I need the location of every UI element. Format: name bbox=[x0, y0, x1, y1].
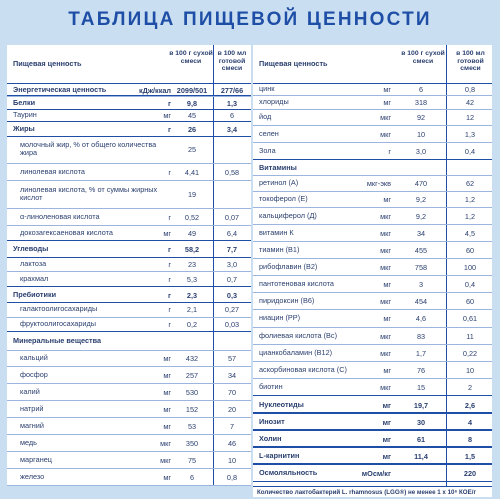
table-row bbox=[253, 109, 492, 126]
row-label: селен bbox=[259, 129, 279, 138]
row-value-ready: 60 bbox=[465, 246, 475, 255]
row-value-ready: 0,27 bbox=[224, 305, 240, 314]
row-value-ready: 8 bbox=[467, 435, 473, 444]
row-value-dry: 10 bbox=[416, 130, 426, 139]
table-row bbox=[7, 180, 251, 209]
table-row bbox=[7, 349, 251, 367]
row-unit: мг bbox=[383, 195, 391, 204]
row-unit: мг bbox=[163, 405, 171, 414]
row-value-dry: 318 bbox=[414, 98, 428, 107]
row-value-ready: 11 bbox=[466, 332, 474, 341]
row-value-ready: 4 bbox=[467, 418, 473, 427]
row-value-ready: 0,58 bbox=[224, 168, 240, 177]
row-value-ready: 57 bbox=[227, 354, 237, 363]
row-value-ready: 46 bbox=[227, 439, 237, 448]
header-dry: в 100 г сухой смеси bbox=[401, 50, 445, 65]
row-label: Витамины bbox=[259, 163, 297, 172]
table-header bbox=[7, 45, 251, 84]
row-value-dry: 26 bbox=[187, 125, 197, 134]
row-value-ready: 0,61 bbox=[462, 314, 478, 323]
row-unit: мкг bbox=[380, 383, 391, 392]
row-unit: г bbox=[167, 291, 171, 300]
row-label: Холин bbox=[259, 434, 282, 443]
table-row bbox=[253, 95, 492, 110]
row-unit: г bbox=[167, 99, 171, 108]
row-value-dry: 758 bbox=[414, 263, 428, 272]
table-row bbox=[253, 309, 492, 328]
row-value-dry: 1,7 bbox=[415, 349, 427, 358]
table-row bbox=[253, 125, 492, 143]
row-label: линолевая кислота bbox=[20, 167, 85, 176]
row-unit: г bbox=[168, 260, 171, 269]
row-value-dry: 0,52 bbox=[184, 213, 200, 222]
row-value-ready: 1,3 bbox=[226, 99, 238, 108]
table-row bbox=[253, 378, 492, 396]
row-value-dry: 53 bbox=[187, 422, 197, 431]
row-value-dry: 257 bbox=[185, 371, 199, 380]
row-value-dry: 9,2 bbox=[415, 195, 427, 204]
row-value-ready: 0,07 bbox=[224, 213, 240, 222]
row-unit: мг bbox=[163, 388, 171, 397]
row-value-ready: 0,8 bbox=[464, 85, 476, 94]
row-unit: мкг bbox=[380, 349, 391, 358]
row-unit: мг bbox=[163, 422, 171, 431]
header-name: Пищевая ценность bbox=[259, 59, 328, 68]
row-label: натрий bbox=[20, 404, 44, 413]
row-unit: мг bbox=[383, 85, 391, 94]
nutrition-table-left bbox=[7, 45, 251, 486]
row-value-dry: 6 bbox=[189, 473, 195, 482]
row-unit: мкг bbox=[380, 263, 391, 272]
row-label: Таурин bbox=[13, 110, 37, 119]
row-label: Нуклеотиды bbox=[259, 400, 304, 409]
row-unit: мкг bbox=[380, 246, 391, 255]
row-label: α-линоленовая кислота bbox=[20, 212, 100, 221]
row-value-dry: 23 bbox=[187, 260, 197, 269]
row-unit: мг bbox=[163, 229, 171, 238]
header-ready: в 100 мл готовой смеси bbox=[456, 50, 485, 73]
row-value-dry: 2,3 bbox=[186, 291, 198, 300]
row-unit: г bbox=[168, 320, 171, 329]
table-row bbox=[7, 366, 251, 384]
row-unit: г bbox=[167, 125, 171, 134]
row-value-ready: 3,0 bbox=[226, 260, 238, 269]
row-unit: мг bbox=[383, 98, 391, 107]
row-value-dry: 2,1 bbox=[186, 305, 198, 314]
table-row bbox=[7, 256, 251, 272]
row-label: йод bbox=[259, 112, 272, 121]
row-value-ready: 12 bbox=[465, 113, 475, 122]
row-value-dry: 0,2 bbox=[186, 320, 198, 329]
row-value-dry: 92 bbox=[416, 113, 426, 122]
row-value-ready: 60 bbox=[465, 297, 475, 306]
row-unit: мг bbox=[382, 452, 391, 461]
table-row bbox=[7, 451, 251, 469]
row-value-ready: 34 bbox=[227, 371, 237, 380]
row-value-dry: 3,0 bbox=[415, 147, 427, 156]
row-label: Инозит bbox=[259, 417, 285, 426]
row-unit: г bbox=[167, 245, 171, 254]
table-row bbox=[253, 258, 492, 276]
row-value-dry: 470 bbox=[414, 179, 428, 188]
row-value-dry: 4,41 bbox=[184, 168, 200, 177]
table-row bbox=[253, 344, 492, 362]
table-row bbox=[7, 383, 251, 401]
row-label: биотин bbox=[259, 382, 283, 391]
row-unit: г bbox=[168, 275, 171, 284]
row-unit: мкг bbox=[380, 332, 391, 341]
row-value-ready: 0,7 bbox=[226, 275, 238, 284]
table-row bbox=[253, 174, 492, 192]
row-label: хлориды bbox=[259, 97, 289, 106]
table-row bbox=[7, 271, 251, 287]
table-header bbox=[253, 45, 492, 84]
row-value-ready: 62 bbox=[465, 179, 475, 188]
row-value-dry: 83 bbox=[416, 332, 426, 341]
row-value-dry: 4,6 bbox=[415, 314, 427, 323]
row-value-ready: 0,22 bbox=[462, 349, 478, 358]
row-unit: мг bbox=[163, 354, 171, 363]
row-value-ready: 10 bbox=[227, 456, 237, 465]
row-label: рибофлавин (В2) bbox=[259, 262, 318, 271]
row-unit: мг bbox=[382, 401, 391, 410]
row-label: калий bbox=[20, 387, 40, 396]
row-value-dry: 25 bbox=[187, 145, 197, 154]
row-unit: мкг bbox=[380, 229, 391, 238]
row-label: Углеводы bbox=[13, 244, 49, 253]
row-label: Энергетическая ценность bbox=[13, 85, 107, 94]
row-unit: г bbox=[168, 305, 171, 314]
header-dry: в 100 г сухой смеси bbox=[169, 50, 213, 65]
row-label: Минеральные вещества bbox=[13, 336, 102, 345]
row-label: пантотеновая кислота bbox=[259, 279, 334, 288]
row-value-dry: 76 bbox=[416, 366, 426, 375]
header-ready: в 100 мл готовой смеси bbox=[217, 50, 247, 73]
row-label: фруктоолигосахариды bbox=[20, 319, 96, 328]
table-row bbox=[7, 225, 251, 241]
row-label: крахмал bbox=[20, 274, 49, 283]
row-label: цинк bbox=[259, 84, 275, 93]
row-value-ready: 7 bbox=[229, 422, 235, 431]
row-unit: г bbox=[388, 147, 391, 156]
row-unit: мг bbox=[383, 366, 391, 375]
row-value-dry: 30 bbox=[416, 418, 426, 427]
row-unit: мг bbox=[383, 280, 391, 289]
row-label: галактоолигосахариды bbox=[20, 304, 98, 313]
row-value-ready: 6 bbox=[229, 111, 235, 120]
row-label: докозагексаеновая кислота bbox=[20, 228, 113, 237]
row-value-ready: 100 bbox=[463, 263, 477, 272]
row-label: Зола bbox=[259, 146, 276, 155]
row-label: Белки bbox=[13, 98, 36, 107]
row-label: фосфор bbox=[20, 370, 48, 379]
row-value-ready: 3,4 bbox=[226, 125, 238, 134]
row-value-ready: 20 bbox=[227, 405, 237, 414]
row-unit: г bbox=[168, 168, 171, 177]
row-unit: мкг-экв bbox=[366, 179, 391, 188]
row-value-ready: 7,7 bbox=[226, 245, 238, 254]
row-unit: мг bbox=[163, 371, 171, 380]
table-row bbox=[7, 108, 251, 122]
row-label: фолиевая кислота (Вс) bbox=[259, 331, 337, 340]
row-label: пиридоксин (В6) bbox=[259, 296, 315, 305]
row-label: Пребиотики bbox=[13, 290, 57, 299]
row-unit: мг bbox=[163, 111, 171, 120]
row-unit: мг bbox=[382, 435, 391, 444]
row-value-dry: 455 bbox=[414, 246, 428, 255]
row-label: кальциферол (Д) bbox=[259, 211, 317, 220]
row-unit: мкг bbox=[160, 439, 171, 448]
row-value-dry: 49 bbox=[187, 229, 197, 238]
row-unit: мкг bbox=[380, 212, 391, 221]
table-row bbox=[7, 135, 251, 164]
row-label: токоферол (Е) bbox=[259, 194, 308, 203]
row-label: витамин К bbox=[259, 228, 294, 237]
table-row bbox=[253, 327, 492, 345]
row-value-ready: 4,5 bbox=[464, 229, 476, 238]
row-unit: мкг bbox=[380, 130, 391, 139]
table-row bbox=[253, 207, 492, 225]
row-value-dry: 350 bbox=[185, 439, 199, 448]
row-label: молочный жир, % от общего количества жира bbox=[20, 140, 157, 158]
row-value-ready: 1,5 bbox=[464, 452, 476, 461]
table-row bbox=[7, 468, 251, 486]
row-value-ready: 2 bbox=[467, 383, 473, 392]
row-label: ниацин (РР) bbox=[259, 313, 301, 322]
table-row bbox=[7, 331, 251, 351]
table-row bbox=[253, 224, 492, 242]
row-label: Осмоляльность bbox=[259, 468, 318, 477]
row-value-ready: 220 bbox=[463, 469, 477, 478]
row-unit: мкг bbox=[380, 297, 391, 306]
row-value-ready: 10 bbox=[465, 366, 475, 375]
row-label: ретинол (А) bbox=[259, 178, 299, 187]
table-row bbox=[7, 301, 251, 318]
row-unit: мг bbox=[382, 418, 391, 427]
row-value-dry: 6 bbox=[418, 85, 424, 94]
row-value-dry: 34 bbox=[416, 229, 426, 238]
row-label: Жиры bbox=[13, 124, 35, 133]
row-value-dry: 432 bbox=[185, 354, 199, 363]
row-value-dry: 9,2 bbox=[415, 212, 427, 221]
table-row bbox=[7, 434, 251, 452]
row-value-ready: 1,2 bbox=[464, 212, 476, 221]
row-value-dry: 61 bbox=[416, 435, 426, 444]
row-value-ready: 277/66 bbox=[220, 86, 244, 95]
row-unit: мОсм/кг bbox=[361, 469, 391, 478]
row-value-dry: 75 bbox=[187, 456, 197, 465]
row-unit: мг bbox=[163, 473, 171, 482]
row-value-dry: 15 bbox=[416, 383, 426, 392]
row-label: медь bbox=[20, 438, 37, 447]
row-value-ready: 42 bbox=[465, 98, 475, 107]
row-value-ready: 6,4 bbox=[226, 229, 238, 238]
row-value-ready: 0,03 bbox=[224, 320, 240, 329]
row-value-dry: 19 bbox=[187, 190, 197, 199]
row-label: железо bbox=[20, 472, 45, 481]
row-label: линолевая кислота, % от суммы жирных кислот bbox=[20, 185, 158, 203]
row-label: L-карнитин bbox=[259, 451, 300, 460]
row-value-ready: 1,3 bbox=[464, 130, 476, 139]
page-title: ТАБЛИЦА ПИЩЕВОЙ ЦЕННОСТИ bbox=[68, 9, 432, 30]
row-value-dry: 152 bbox=[185, 405, 199, 414]
table-row bbox=[253, 191, 492, 208]
row-label: аскорбиновая кислота (С) bbox=[259, 365, 347, 374]
table-row bbox=[253, 292, 492, 310]
row-unit: г bbox=[168, 213, 171, 222]
row-value-dry: 3 bbox=[418, 280, 424, 289]
row-value-ready: 0,4 bbox=[464, 280, 476, 289]
row-value-dry: 454 bbox=[414, 297, 428, 306]
row-value-dry: 19,7 bbox=[413, 401, 429, 410]
row-value-dry: 5,3 bbox=[186, 275, 198, 284]
row-unit: мг bbox=[383, 314, 391, 323]
row-unit: кДж/ккал bbox=[139, 86, 172, 95]
row-value-ready: 0,8 bbox=[226, 473, 238, 482]
row-unit: мкг bbox=[160, 456, 171, 465]
table-row bbox=[7, 317, 251, 332]
row-value-ready: 1,2 bbox=[464, 195, 476, 204]
row-label: тиамин (В1) bbox=[259, 245, 300, 254]
row-label: цианкобаламин (В12) bbox=[259, 348, 333, 357]
row-label: магний bbox=[20, 421, 44, 430]
table-row bbox=[7, 208, 251, 226]
table-row bbox=[253, 142, 492, 160]
row-value-dry: 45 bbox=[187, 111, 197, 120]
row-label: лактоза bbox=[20, 259, 47, 268]
row-value-dry: 9,8 bbox=[186, 99, 198, 108]
footnote: Количество лактобактерий L. rhamnosus (LGG®) не менее 1 x 10⁶ КОЕ/г bbox=[253, 486, 492, 497]
row-label: марганец bbox=[20, 455, 52, 464]
row-value-dry: 11,4 bbox=[414, 452, 428, 461]
row-value-dry: 58,2 bbox=[184, 245, 200, 254]
table-row bbox=[253, 463, 492, 482]
nutrition-table-right bbox=[253, 45, 492, 486]
header-name: Пищевая ценность bbox=[13, 59, 82, 68]
table-row bbox=[7, 417, 251, 435]
table-row bbox=[253, 241, 492, 259]
table-row bbox=[253, 275, 492, 293]
row-label: кальций bbox=[20, 353, 48, 362]
table-row bbox=[7, 400, 251, 418]
row-value-ready: 2,6 bbox=[464, 401, 476, 410]
row-value-ready: 0,3 bbox=[226, 291, 238, 300]
table-row bbox=[7, 163, 251, 181]
row-unit: мкг bbox=[380, 113, 391, 122]
row-value-dry: 530 bbox=[185, 388, 199, 397]
row-value-ready: 0,4 bbox=[464, 147, 476, 156]
row-value-dry: 2099/501 bbox=[176, 86, 208, 95]
row-value-ready: 70 bbox=[227, 388, 237, 397]
table-row bbox=[253, 361, 492, 379]
